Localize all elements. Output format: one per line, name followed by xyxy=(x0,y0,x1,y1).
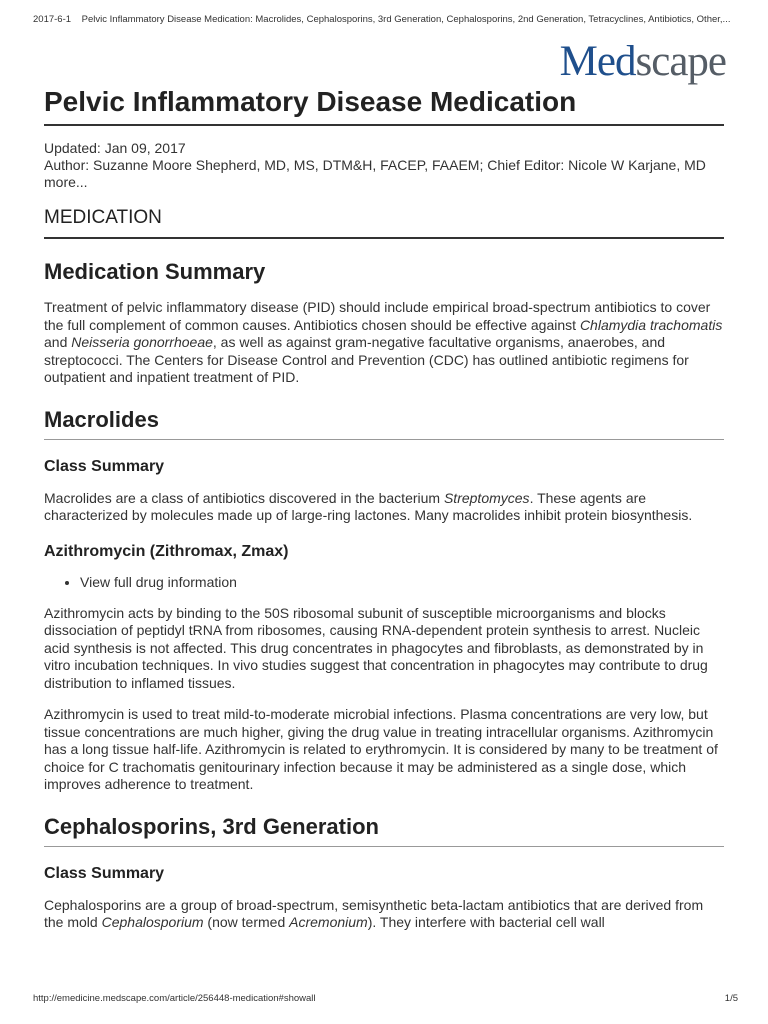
medication-summary-heading: Medication Summary xyxy=(44,259,266,284)
cephalosporins-class-summary: Cephalosporins are a group of broad-spectrum, semisynthetic beta-lactam antibiotics that are derived from the mold Cephalosporium (now termed Acremonium). They interfere with bacterial cell wall xyxy=(44,896,704,930)
azithromycin-paragraph-1: Azithromycin acts by binding to the 50S ribosomal subunit of susceptible microorganisms and blocks dissociation of peptidyl tRNA from ribosomes, causing RNA-dependent protein synthesis to arrest. Nucleic acid synthesis is not affected. This drug concentrates in phagocytes and fibroblasts, as demonstrated by in vitro incubation techniques. In vivo studies suggest that concentration in phagocytes may contribute to drug distribution to inflamed tissues. xyxy=(44,604,708,691)
print-title: Pelvic Inflammatory Disease Medication: Macrolides, Cephalosporins, 3rd Generation, Cephalosporins, 2nd Generation, Tetracyclines, Antibiotics, Other,... xyxy=(81,14,731,25)
more-link[interactable]: more... xyxy=(44,174,88,190)
page-number: 1/5 xyxy=(724,993,738,1004)
print-date: 2017-6-1 xyxy=(33,14,72,25)
macrolides-heading: Macrolides xyxy=(44,407,724,440)
medscape-logo[interactable]: Medscape xyxy=(559,38,726,85)
drug-heading-azithromycin: Azithromycin (Zithromax, Zmax) xyxy=(44,542,289,560)
view-drug-info-link[interactable]: • View full drug information xyxy=(80,573,724,591)
author-line: Author: Suzanne Moore Shepherd, MD, MS, DTM&H, FACEP, FAAEM; Chief Editor: Nicole W Karjane, MD xyxy=(44,157,706,173)
drug-links xyxy=(44,573,724,591)
class-summary-heading: Class Summary xyxy=(44,457,165,475)
article xyxy=(44,86,724,932)
page-title: Pelvic Inflammatory Disease Medication xyxy=(44,86,724,126)
class-summary-heading: Class Summary xyxy=(44,864,165,882)
print-header xyxy=(33,14,743,25)
cephalosporins-3rd-heading: Cephalosporins, 3rd Generation xyxy=(44,814,724,847)
azithromycin-paragraph-2: Azithromycin is used to treat mild-to-moderate microbial infections. Plasma concentrations are very low, but tissue concentrations are much higher, giving the drug value in treating intracellular organisms. Azithromycin has a long tissue half-life. Azithromycin is related to erythromycin. It is considered by many to be treatment of choice for C trachomatis genitourinary infection because it may be administered as a single dose, which improves adherence to treatment. xyxy=(44,706,718,792)
section-label: MEDICATION xyxy=(44,207,724,239)
page-url: http://emedicine.medscape.com/article/256448-medication#showall xyxy=(33,993,316,1004)
article-meta xyxy=(44,140,724,191)
print-footer xyxy=(33,993,738,1004)
medication-summary-text: Treatment of pelvic inflammatory disease (PID) should include empirical broad-spectrum antibiotics to cover the full complement of common causes. Antibiotics chosen should be effective against Chlamydia trachomatis and Neisseria gonorrhoeae, as well as against gram-negative facultative organisms, anaerobes, and streptococci. The Centers for Disease Control and Prevention (CDC) has outlined antibiotic regimens for outpatient and inpatient treatment of PID. xyxy=(44,299,723,385)
updated-date: Updated: Jan 09, 2017 xyxy=(44,140,186,156)
macrolides-class-summary: Macrolides are a class of antibiotics discovered in the bacterium Streptomyces. These agents are characterized by molecules made up of large-ring lactones. Many macrolides inhibit protein biosynthesis. xyxy=(44,489,693,523)
